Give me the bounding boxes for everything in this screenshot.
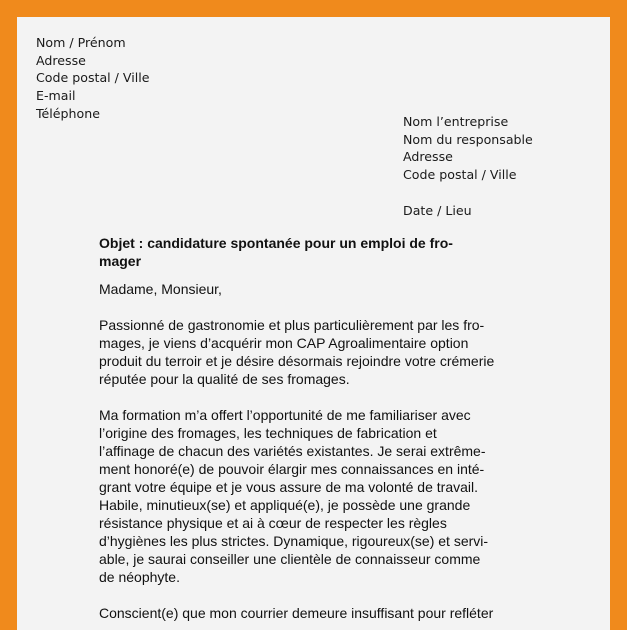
paragraph-line: Conscient(e) que mon courrier demeure insuffisant pour refléter: [99, 605, 494, 621]
subject-line: [99, 234, 529, 270]
recipient-address: Adresse: [403, 149, 453, 165]
paragraph-line: able, je saurai conseiller une clientèle de connaisseur comme: [99, 551, 481, 567]
subject-text: Objet : candidature spontanée pour un emploi de fro-: [99, 235, 453, 251]
recipient-block: [403, 113, 533, 184]
paragraph-line: Habile, minutieux(se) et appliqué(e), je possède une grande: [99, 497, 471, 513]
recipient-postal-city: Code postal / Ville: [403, 167, 517, 183]
paragraph-line: produit du terroir et je désire désormais rejoindre votre crémerie: [99, 353, 495, 369]
sender-address: Adresse: [36, 52, 86, 68]
date-place-text: Date / Lieu: [403, 203, 472, 218]
paragraph-line: Ma formation m’a offert l’opportunité de me familiariser avec: [99, 407, 471, 423]
sender-phone: Téléphone: [36, 105, 100, 121]
paragraph-line: mages, je viens d’acquérir mon CAP Agroalimentaire option: [99, 335, 469, 351]
date-place: [403, 202, 472, 220]
paragraph-2: [99, 406, 529, 586]
salutation-text: Madame, Monsieur,: [99, 281, 222, 297]
paragraph-line: grant votre équipe et je vous assure de ma volonté de travail.: [99, 479, 478, 495]
sender-block: [36, 34, 150, 123]
sender-postal-city: Code postal / Ville: [36, 70, 150, 86]
paragraph-line: l’affinage de chacun des variétés existantes. Je serai extrême-: [99, 443, 486, 459]
salutation: [99, 280, 529, 298]
paragraph-line: réputée pour la qualité de ses fromages.: [99, 371, 350, 387]
paragraph-line: l’origine des fromages, les techniques de fabrication et: [99, 425, 437, 441]
paragraph-line: d’hygiènes les plus strictes. Dynamique, rigoureux(se) et servi-: [99, 533, 489, 549]
subject-text: mager: [99, 253, 142, 269]
paragraph-line: ment honoré(e) de pouvoir élargir mes connaissances en inté-: [99, 461, 485, 477]
paragraph-line: de néophyte.: [99, 569, 180, 585]
paragraph-line: Passionné de gastronomie et plus particulièrement par les fro-: [99, 317, 485, 333]
letter-body: [99, 234, 529, 630]
paragraph-line: résistance physique et ai à cœur de respecter les règles: [99, 515, 447, 531]
paragraph-3: [99, 604, 529, 622]
letter-page: [17, 17, 610, 630]
recipient-manager: Nom du responsable: [403, 131, 533, 147]
sender-name: Nom / Prénom: [36, 35, 126, 50]
sender-email: E-mail: [36, 88, 76, 104]
recipient-company: Nom l’entreprise: [403, 114, 509, 129]
paragraph-1: [99, 316, 529, 388]
